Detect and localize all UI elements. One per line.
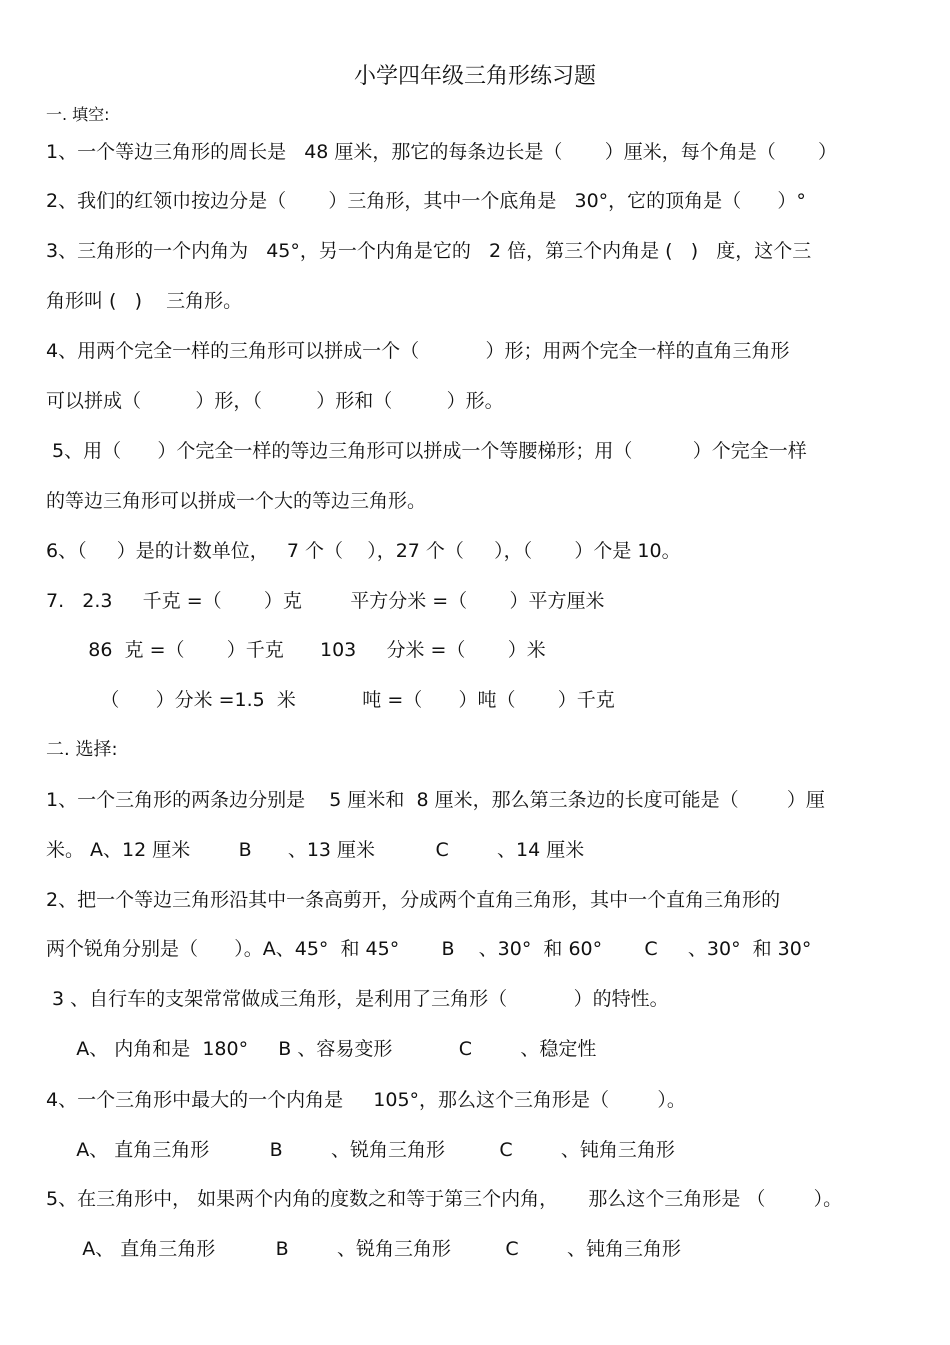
question-line: 7. 2.3 千克 =（ ）克 平方分米 =（ ）平方厘米 [46,590,605,612]
question-line: 米。 A、12 厘米 B 、13 厘米 C 、14 厘米 [46,839,585,861]
question-line: 4、一个三角形中最大的一个内角是 105°，那么这个三角形是（ ）。 [46,1089,686,1111]
question-line: （ ）分米 =1.5 米 吨 =（ ）吨（ ）千克 [46,689,615,711]
question-line: 3 、自行车的支架常常做成三角形，是利用了三角形（ ）的特性。 [46,988,669,1010]
question-line: 可以拼成（ ）形，（ ）形和（ ）形。 [46,390,504,412]
section-heading-choice: 二. 选择: [46,739,118,760]
section-heading-fill-in: 一. 填空: [46,105,110,124]
question-line: 2、我们的红领巾按边分是（ ）三角形，其中一个底角是 30°，它的顶角是（ ）° [46,190,806,212]
question-line: A、 内角和是 180° B 、容易变形 C 、稳定性 [46,1038,597,1060]
question-line: 1、一个等边三角形的周长是 48 厘米，那它的每条边长是（ ）厘米，每个角是（ ） [46,141,837,163]
question-line: 86 克 =（ ）千克 103 分米 =（ ）米 [46,639,546,661]
question-line: 两个锐角分别是（ ）。A、45° 和 45° B 、30° 和 60° C 、30° 和 30° [46,938,812,960]
question-line: 2、把一个等边三角形沿其中一条高剪开，分成两个直角三角形，其中一个直角三角形的 [46,889,781,911]
question-line: 1、一个三角形的两条边分别是 5 厘米和 8 厘米，那么第三条边的长度可能是（ ）厘 [46,789,825,811]
question-line: 4、用两个完全一样的三角形可以拼成一个（ ）形；用两个完全一样的直角三角形 [46,340,790,362]
question-line: 6、（ ）是的计数单位， 7 个（ ），27 个（ ），（ ）个是 10。 [46,540,681,562]
question-line: 角形叫 ( ) 三角形。 [46,290,243,312]
question-line: 5、用（ ）个完全一样的等边三角形可以拼成一个等腰梯形；用（ ）个完全一样 [46,440,807,462]
page-title: 小学四年级三角形练习题 [353,64,596,89]
question-line: A、 直角三角形 B 、锐角三角形 C 、钝角三角形 [46,1139,675,1161]
question-line: 5、在三角形中， 如果两个内角的度数之和等于第三个内角， 那么这个三角形是 （ ）。 [46,1188,843,1210]
question-line: A、 直角三角形 B 、锐角三角形 C 、钝角三角形 [46,1238,681,1260]
question-line: 的等边三角形可以拼成一个大的等边三角形。 [46,490,427,512]
question-line: 3、三角形的一个内角为 45°，另一个内角是它的 2 倍，第三个内角是 ( ) 度，这个三 [46,240,812,262]
